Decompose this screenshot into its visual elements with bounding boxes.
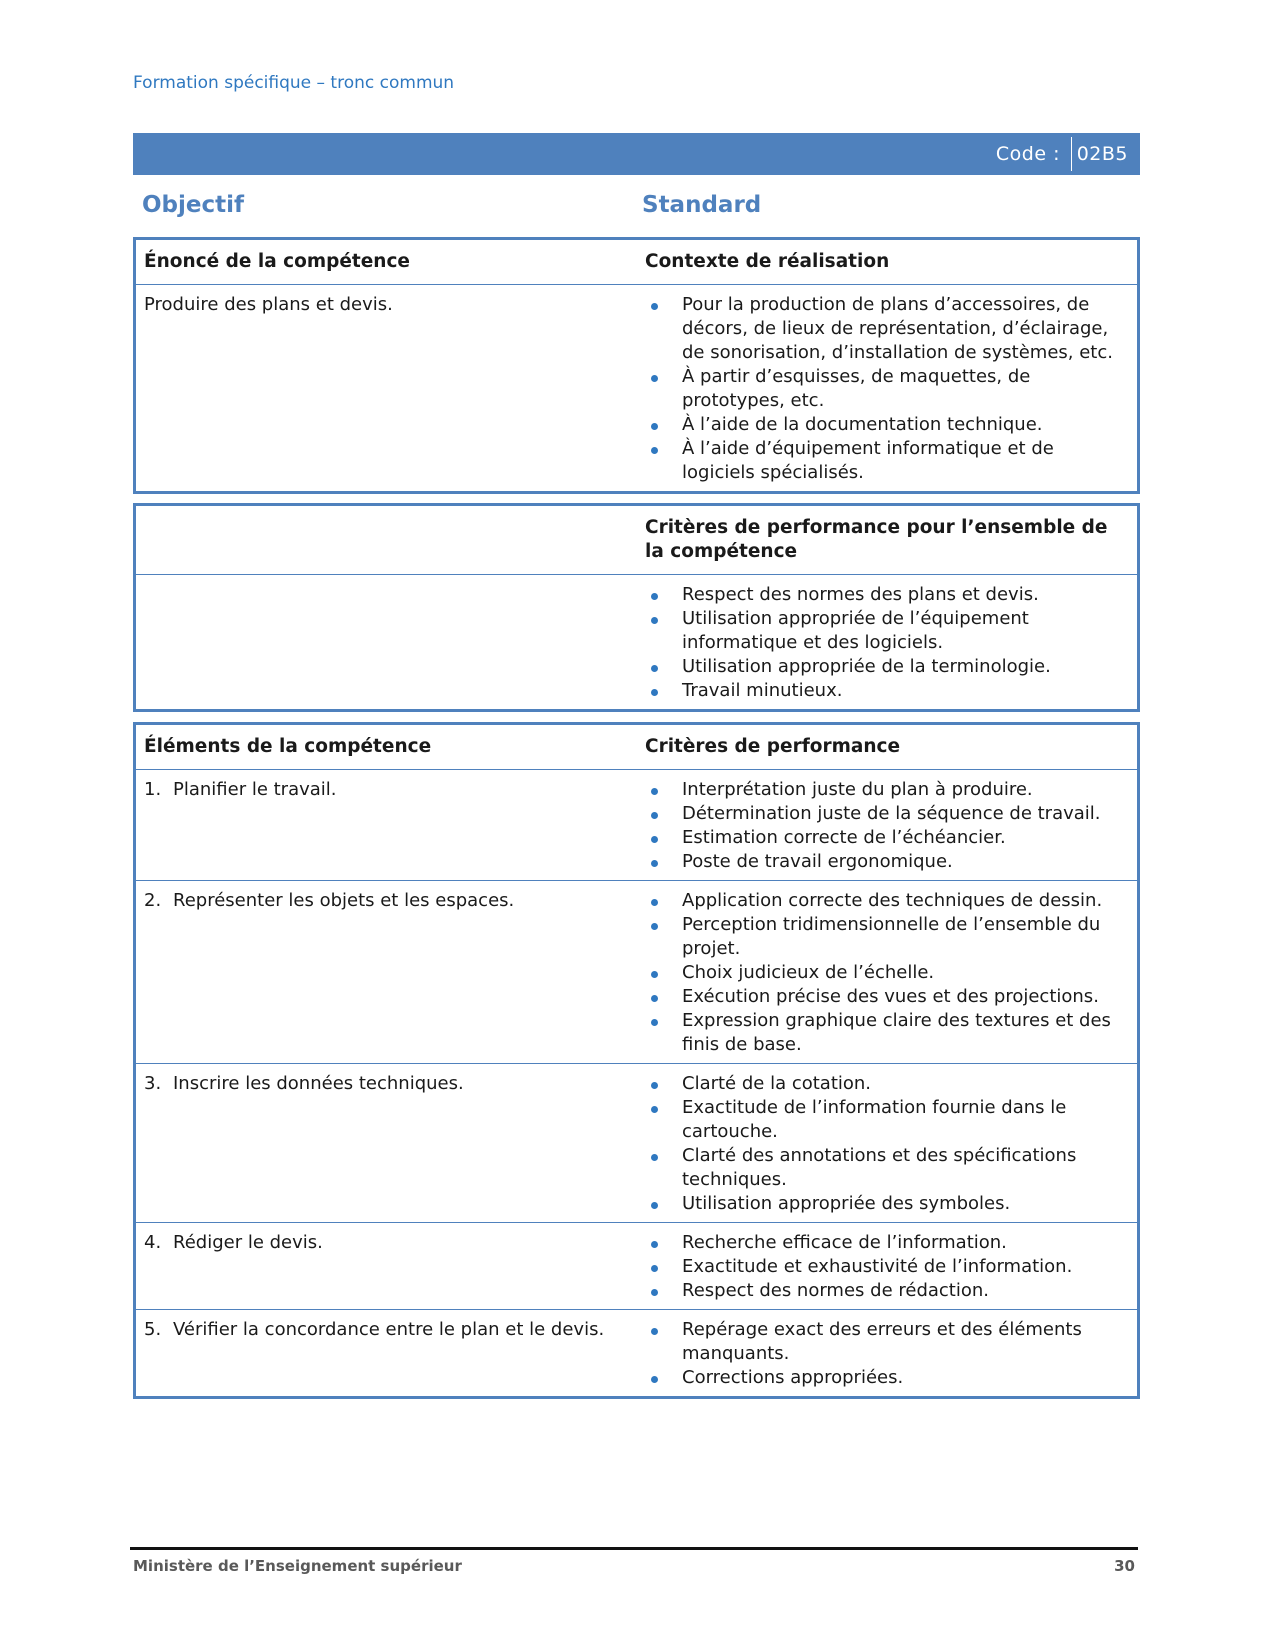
empty-cell [136,506,637,574]
footer-ministry: Ministère de l’Enseignement supérieur [133,1557,462,1575]
element-text: Rédiger le devis. [173,1232,323,1253]
list-item: Application correcte des techniques de dessin. [645,889,1129,913]
criteria-cell [637,575,1137,709]
list-item: Respect des normes des plans et devis. [645,583,1129,607]
code-divider [1071,137,1072,171]
table-row [136,881,1137,1064]
list-item: Utilisation appropriée de la terminologie. [645,655,1129,679]
table-row [136,1223,1137,1310]
code-label: Code : [995,143,1060,165]
list-item: Estimation correcte de l’échéancier. [645,826,1129,850]
global-criteria-header: Critères de performance pour l’ensemble de la compétence [645,517,1108,562]
criteria-cell [637,1310,1137,1396]
objectif-heading: Objectif [142,192,245,218]
context-list [645,293,1129,485]
criteria-list [645,889,1129,1057]
table-row [136,770,1137,881]
list-item: Respect des normes de rédaction. [645,1279,1129,1303]
footer-rule [130,1547,1138,1550]
running-header: Formation spécifique – tronc commun [133,73,455,93]
list-item: Clarté des annotations et des spécifications techniques. [645,1144,1129,1192]
element-cell [136,881,637,1063]
code-bar [133,133,1140,175]
element-cell [136,1310,637,1396]
page-number: 30 [1114,1557,1135,1575]
list-item: Recherche efficace de l’information. [645,1231,1129,1255]
criteria-list [645,1072,1129,1216]
list-item: À l’aide de la documentation technique. [645,413,1129,437]
list-item: Exécution précise des vues et des projections. [645,985,1129,1009]
list-item: Corrections appropriées. [645,1366,1129,1390]
criteria-cell [637,1064,1137,1222]
list-item: Repérage exact des erreurs et des éléments manquants. [645,1318,1129,1366]
list-item: Utilisation appropriée de l’équipement informatique et des logiciels. [645,607,1129,655]
list-item: Utilisation appropriée des symboles. [645,1192,1129,1216]
list-item: Exactitude de l’information fournie dans le cartouche. [645,1096,1129,1144]
list-item: Perception tridimensionnelle de l’ensemble du projet. [645,913,1129,961]
element-text: Vérifier la concordance entre le plan et le devis. [173,1319,605,1340]
list-item: Détermination juste de la séquence de travail. [645,802,1129,826]
table-header-row [136,725,1137,770]
table-row [136,1064,1137,1223]
table-row [136,575,1137,709]
element-number: 2. [144,890,162,911]
list-item: Interprétation juste du plan à produire. [645,778,1129,802]
table-row [136,285,1137,491]
code-value: 02B5 [1076,143,1128,165]
table-row [136,1310,1137,1396]
element-number: 3. [144,1073,162,1094]
criteria-list [645,1318,1129,1390]
empty-cell [136,575,637,709]
element-number: 1. [144,779,162,800]
list-item: Clarté de la cotation. [645,1072,1129,1096]
elements-header: Éléments de la compétence [144,736,432,757]
element-cell [136,770,637,880]
list-item: Expression graphique claire des textures et des finis de base. [645,1009,1129,1057]
list-item: À l’aide d’équipement informatique et de logiciels spécialisés. [645,437,1129,485]
list-item: Pour la production de plans d’accessoires, de décors, de lieux de représentation, d’éclairage, de sonorisation, d’installation de systèmes, etc. [645,293,1129,365]
list-item: Travail minutieux. [645,679,1129,703]
element-text: Inscrire les données techniques. [173,1073,464,1094]
context-header: Contexte de réalisation [645,251,890,272]
element-cell [136,1064,637,1222]
element-number: 5. [144,1319,162,1340]
element-text: Planifier le travail. [173,779,337,800]
context-cell [637,285,1137,491]
criteria-list [645,583,1129,703]
table-header-row [136,240,1137,285]
statement-header: Énoncé de la compétence [144,251,410,272]
element-number: 4. [144,1232,162,1253]
criteria-list [645,1231,1129,1303]
list-item: Poste de travail ergonomique. [645,850,1129,874]
competence-statement: Produire des plans et devis. [144,294,393,315]
criteria-cell [637,770,1137,880]
standard-heading: Standard [642,192,762,218]
criteria-cell [637,1223,1137,1309]
global-criteria-table [133,503,1140,712]
element-cell [136,1223,637,1309]
table-header-row [136,506,1137,575]
competence-table [133,237,1140,494]
list-item: Exactitude et exhaustivité de l’information. [645,1255,1129,1279]
elements-table [133,722,1140,1399]
list-item: Choix judicieux de l’échelle. [645,961,1129,985]
performance-header: Critères de performance [645,736,901,757]
criteria-cell [637,881,1137,1063]
element-text: Représenter les objets et les espaces. [173,890,515,911]
criteria-list [645,778,1129,874]
list-item: À partir d’esquisses, de maquettes, de prototypes, etc. [645,365,1129,413]
